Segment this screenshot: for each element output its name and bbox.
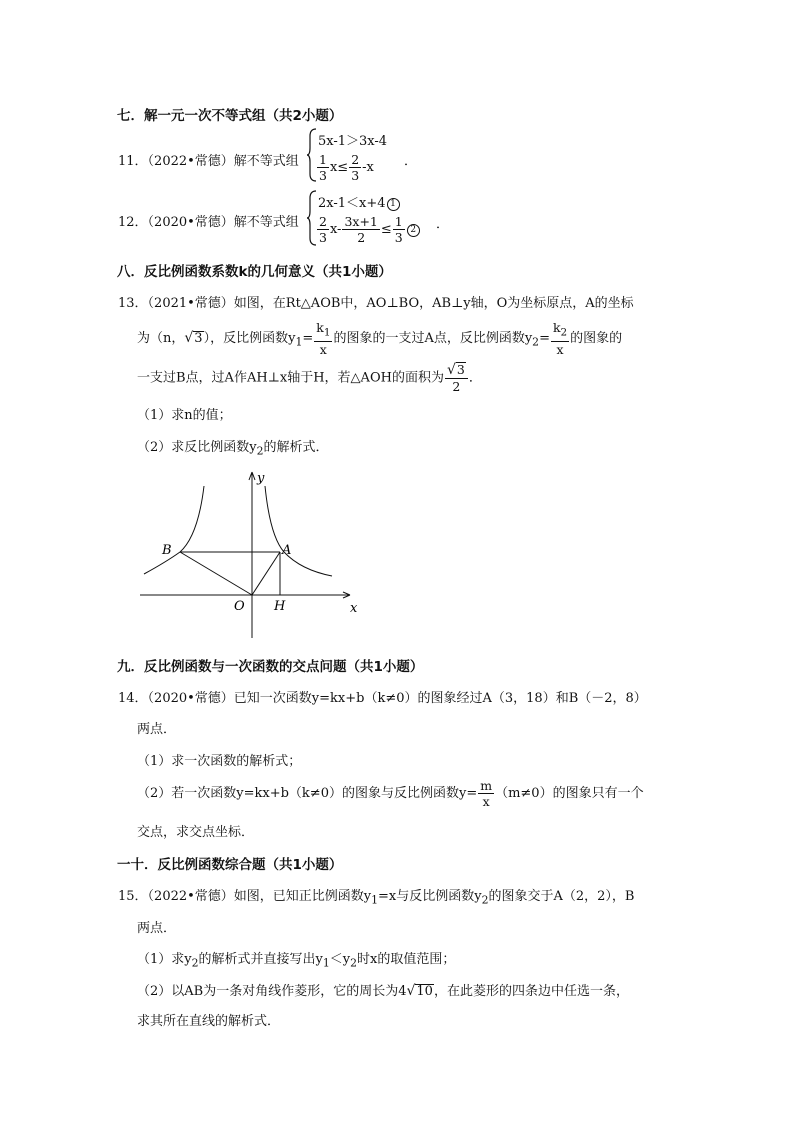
q12-frac-3 [393,214,405,245]
segment-OA [252,552,280,595]
q12-frac-1 [317,214,329,245]
q11-row2-end: -x [362,160,374,175]
q12-row1 [318,192,400,211]
q14-part2 [137,778,644,809]
q13-p2b: 的解析式． [263,440,329,455]
q13-l2a: 为（n， [137,330,185,346]
q12-frac-2 [342,214,379,245]
sqrt-icon: √ [406,983,416,999]
q13-area-num [445,362,468,379]
label-B: B [162,543,172,558]
label-x: x [350,601,358,616]
q13-k2-sub: 2 [560,326,568,339]
q15-part2 [137,980,629,999]
q15-l1c: 的图象交于A（2，2），B [488,889,635,904]
q14-line1: 14．（2020•常德）已知一次函数y=kx+b（k≠0）的图象经过A（3，18）和B（－2，8） [118,691,647,706]
q13-sqrt-value: 3 [194,330,203,346]
q13-l2d: 的图象的 [570,330,623,346]
section-heading-7: 七．解一元一次不等式组（共2小题） [117,108,343,124]
q15-p1b: 的解析式并直接写出y [198,952,323,967]
q13-area-frac [445,362,468,394]
q11-row1: 5x-1＞3x-4 [318,134,388,149]
q11-frac-2-num: 2 [351,152,360,167]
q11-frac-1-den: 3 [319,168,327,183]
label-A: A [282,543,292,558]
q12-frac-2-num: 3x+1 [344,214,378,229]
q12-mid2: ≤ [380,222,392,237]
question-12-prefix: 12．（2020•常德）解不等式组 [118,215,299,230]
q14-part1: （1）求一次函数的解析式； [137,754,302,769]
q13-k1-letter: k [316,320,324,335]
q11-row2-mid: x≤ [329,160,349,175]
q14-part2-cont: 交点，求交点坐标． [137,825,255,840]
q11-frac-2-den: 3 [351,168,360,183]
q13-figure [136,466,368,642]
q13-k1-frac [314,320,332,357]
q11-frac-1-num: 1 [319,152,327,167]
q13-p2-sub: 2 [256,444,264,458]
section-heading-8: 八．反比例函数系数k的几何意义（共1小题） [117,264,392,280]
q12-frac-2-den: 2 [357,230,366,245]
q13-l2b: ），反比例函数y [203,330,296,346]
label-O: O [234,599,245,614]
q15-sqrt-value: 10 [416,984,433,999]
q15-sub1: 1 [371,893,379,907]
q15-l1b: =x与反比例函数y [378,889,482,904]
q15-sub2: 2 [481,893,489,907]
q15-p2b: ，在此菱形的四条边中任选一条， [433,984,629,999]
q13-line1: 13．（2021•常德）如图，在Rt△AOB中，AO⊥BO，AB⊥y轴，O为坐标原点，A的坐标 [118,296,634,311]
hyperbola-right-branch [265,486,332,576]
sqrt-icon: √ [184,329,194,346]
q14-p2b: （m≠0）的图象只有一个 [495,786,644,801]
q13-l2c: 的图象的一支过A点，反比例函数y [333,330,533,346]
q15-p1-sub: 2 [191,956,199,970]
q15-line2: 两点． [137,921,177,936]
q14-p2a: （2）若一次函数y=kx+b（k≠0）的图象与反比例函数y= [137,786,478,801]
q12-circle-mark-1: 1 [387,198,400,211]
q13-k2-letter: k [552,320,561,335]
q12-frac-1-den: 3 [319,230,327,245]
q13-sub1: 1 [295,335,303,349]
q14-line2: 两点． [137,722,177,737]
q15-part1 [137,948,455,970]
q14-m-frac [478,778,494,809]
section-heading-10: 一十．反比例函数综合题（共1小题） [117,857,343,873]
q13-line2 [137,320,622,357]
q13-k1-sub: 1 [323,326,331,339]
q15-p2a: （2）以AB为一条对角线作菱形，它的周长为4 [137,984,407,999]
q14-m-num: m [480,778,493,793]
q13-sub2: 2 [532,335,540,349]
q12-circle-mark-2: 2 [407,224,420,237]
q12-end: ． [436,217,450,232]
q12-row2 [316,214,420,245]
question-11-prefix: 11．（2022•常德）解不等式组 [118,154,299,169]
q13-eq2: = [539,330,550,346]
q15-p1a: （1）求y [137,952,192,967]
q11-end: ． [404,154,418,169]
q13-part1: （1）求n的值； [137,408,232,423]
q13-line3 [137,362,482,394]
q13-part2 [137,436,329,458]
q12-frac-1-num: 2 [319,214,327,229]
q13-k2-num [551,320,569,342]
q12-frac-3-num: 1 [394,214,403,229]
q12-mid1: x- [329,222,342,237]
q13-area-sqrt: 3 [456,362,465,377]
q13-k2-den: x [556,341,564,357]
q13-eq1: = [302,330,314,346]
q15-l1a: 15．（2022•常德）如图，已知正比例函数y [118,889,372,904]
q11-frac-2 [349,152,361,183]
q15-p1d: 时x的取值范围； [357,952,456,967]
q15-p1-sub2: 2 [350,956,358,970]
segment-BO [180,552,252,595]
q13-l3b: ． [468,370,482,386]
q13-k1-num [314,320,332,342]
q13-k2-frac [551,320,569,357]
q13-k1-den: x [319,341,327,357]
section-heading-9: 九．反比例函数与一次函数的交点问题（共1小题） [117,659,424,675]
label-y: y [257,471,265,486]
q11-row2 [316,152,374,183]
q15-p1-sub1: 1 [322,956,330,970]
q15-p1c: ＜y [329,952,351,967]
q12-row1-text: 2x-1＜x+4 [318,196,386,211]
q14-m-den: x [482,794,490,809]
label-H: H [274,599,286,614]
q11-frac-1 [317,152,329,183]
sqrt-icon: √ [446,362,456,378]
q13-l3a: 一支过B点，过A作AH⊥x轴于H，若△AOH的面积为 [137,370,444,386]
q12-frac-3-den: 3 [394,230,403,245]
q15-line1 [118,885,634,907]
q13-p2a: （2）求反比例函数y [137,440,257,455]
q13-area-den: 2 [452,379,461,394]
q15-part2-cont: 求其所在直线的解析式． [137,1014,281,1029]
